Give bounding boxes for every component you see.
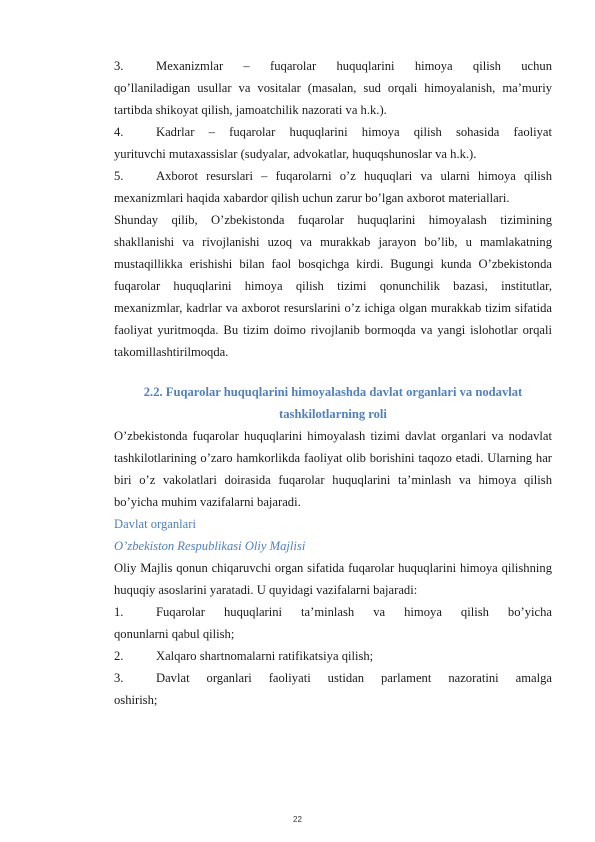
page-number: 22 [293, 815, 302, 824]
list-text-continued: mexanizmlari haqida xabardor qilish uchun zarur bo’lgan axborot materiallari. [114, 191, 510, 205]
list-text: Xalqaro shartnomalarni ratifikatsiya qilish; [156, 649, 374, 663]
list-number: 5. [114, 169, 124, 183]
section-heading [114, 381, 552, 425]
intro-paragraph: O’zbekistonda fuqarolar huquqlarini himoyalash tizimi davlat organlari va nodavlat tashkilotlarining o’zaro hamkorlikda faoliyat olib borishini taqozo etadi. Ularning har biri o’z vakolatlari doirasida fuqarolar huquqlarini ta’minlash va himoya qilish bo’yicha muhim vazifalarni bajaradi. [114, 429, 552, 509]
list-text: Kadrlar – fuqarolar huquqlarini himoya qilish sohasida faoliyat [156, 125, 552, 139]
list-text-continued: qonunlarni qabul qilish; [114, 627, 235, 641]
list-text: Mexanizmlar – fuqarolar huquqlarini himoya qilish uchun [156, 59, 552, 73]
list-item [114, 645, 552, 667]
list-text-continued: yurituvchi mutaxassislar (sudyalar, advokatlar, huquqshunoslar va h.k.). [114, 147, 477, 161]
list-item [114, 55, 552, 121]
list-number: 3. [114, 671, 124, 685]
list-number: 3. [114, 59, 124, 73]
section-heading-line: tashkilotlarning roli [279, 407, 387, 421]
list-text: Axborot resurslari – fuqarolarni o’z huquqlari va ularni himoya qilish [156, 169, 552, 183]
list-text: Davlat organlari faoliyati ustidan parlament nazoratini amalga [156, 671, 552, 685]
summary-paragraph: Shunday qilib, O’zbekistonda fuqarolar huquqlarini himoyalash tizimining shakllanishi va rivojlanishi uzoq va murakkab jarayon bo’lib, u mamlakatning mustaqillikka erishishi bilan faol bosqichga kirdi. Bugungi kunda O’zbekistonda fuqarolar huquqlarini himoya qilish tizimi qonunchilik bazasi, institutlar, mexanizmlar, kadrlar va axborot resurslarini o’z ichiga olgan murakkab tizim sifatida faoliyat yuritmoqda. Bu tizim doimo rivojlanib bormoqda va yangi islohotlar orqali takomillashtirilmoqda. [114, 213, 552, 359]
list-item [114, 601, 552, 645]
list-item [114, 121, 552, 165]
list-text-continued: oshirish; [114, 693, 158, 707]
list-number: 1. [114, 605, 124, 619]
list-number: 2. [114, 649, 124, 663]
sub-subheading: O’zbekiston Respublikasi Oliy Majlisi [114, 539, 306, 553]
subheading: Davlat organlari [114, 517, 196, 531]
list-text-continued: qo’llaniladigan usullar va vositalar (masalan, sud orqali himoyalanish, ma’muriy tartibda shikoyat qilish, jamoatchilik nazorati va h.k.). [114, 81, 552, 117]
majlis-paragraph: Oliy Majlis qonun chiqaruvchi organ sifatida fuqarolar huquqlarini himoya qilishning huquqiy asoslarini yaratadi. U quyidagi vazifalarni bajaradi: [114, 561, 552, 597]
list-item [114, 667, 552, 711]
page-content [114, 55, 552, 711]
list-number: 4. [114, 125, 124, 139]
section-heading-line: 2.2. Fuqarolar huquqlarini himoyalashda davlat organlari va nodavlat [143, 385, 523, 399]
list-text: Fuqarolar huquqlarini ta’minlash va himoya qilish bo’yicha [156, 605, 552, 619]
list-item [114, 165, 552, 209]
